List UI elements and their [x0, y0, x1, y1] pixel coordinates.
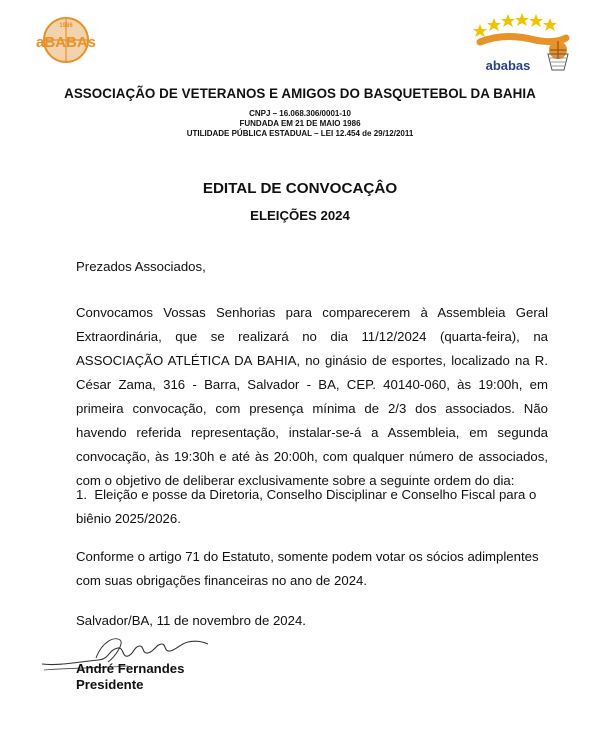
- agenda-item-text: Eleição e posse da Diretoria, Conselho Disciplinar e Conselho Fiscal para o biênio 2025/2026.: [76, 487, 537, 526]
- document-title: EDITAL DE CONVOCAÇÂO: [202, 180, 398, 197]
- agenda-item: [76, 483, 556, 531]
- agenda-item-number: 1.: [76, 487, 87, 502]
- public-utility-line: UTILIDADE PÚBLICA ESTADUAL – LEI 12.454 de 29/12/2011: [186, 129, 414, 138]
- founded-line: FUNDADA EM 21 DE MAIO 1986: [239, 119, 361, 128]
- statute-note: Conforme o artigo 71 do Estatuto, somente podem votar os sócios adimplentes com suas obrigações financeiras no ano de 2024.: [76, 549, 539, 588]
- cnpj-line: CNPJ – 16.068.306/0001-10: [249, 109, 351, 118]
- ababas-right-logo: [470, 10, 580, 76]
- document-subtitle: ELEIÇÕES 2024: [250, 208, 350, 223]
- organization-name: ASSOCIAÇÃO DE VETERANOS E AMIGOS DO BASQUETEBOL DA BAHIA: [64, 86, 536, 101]
- place-and-date: Salvador/BA, 11 de novembro de 2024.: [76, 613, 306, 628]
- greeting: Prezados Associados,: [76, 259, 206, 274]
- ababas-left-logo: [26, 14, 106, 66]
- convocation-text: Convocamos Vossas Senhorias para comparecerem à Assembleia Geral Extraordinária, que se realizará no dia 11/12/2024 (quarta-feira), na ASSOCIAÇÃO ATLÉTICA DA BAHIA, no ginásio de esportes, localizado na R. César Zama, 316 - Barra, Salvador - BA, CEP. 40140-060, às 19:00h, em primeira convocação, com presença mínima de 2/3 dos associados. Não havendo referida representação, instalar-se-á a Assembleia, em segunda convocação, às 19:30h e até às 20:00h, com qualquer número de associados, com o objetivo de deliberar exclusivamente sobre a seguinte ordem do dia:: [76, 305, 548, 488]
- signatory-name: André Fernandes: [76, 661, 185, 676]
- logo-right-text: ababas: [485, 58, 531, 73]
- signatory-role: Presidente: [76, 677, 144, 692]
- logo-left-year: 1986: [59, 23, 73, 29]
- logo-left-text: aBABAs: [35, 34, 97, 51]
- convocation-paragraph: [76, 301, 548, 493]
